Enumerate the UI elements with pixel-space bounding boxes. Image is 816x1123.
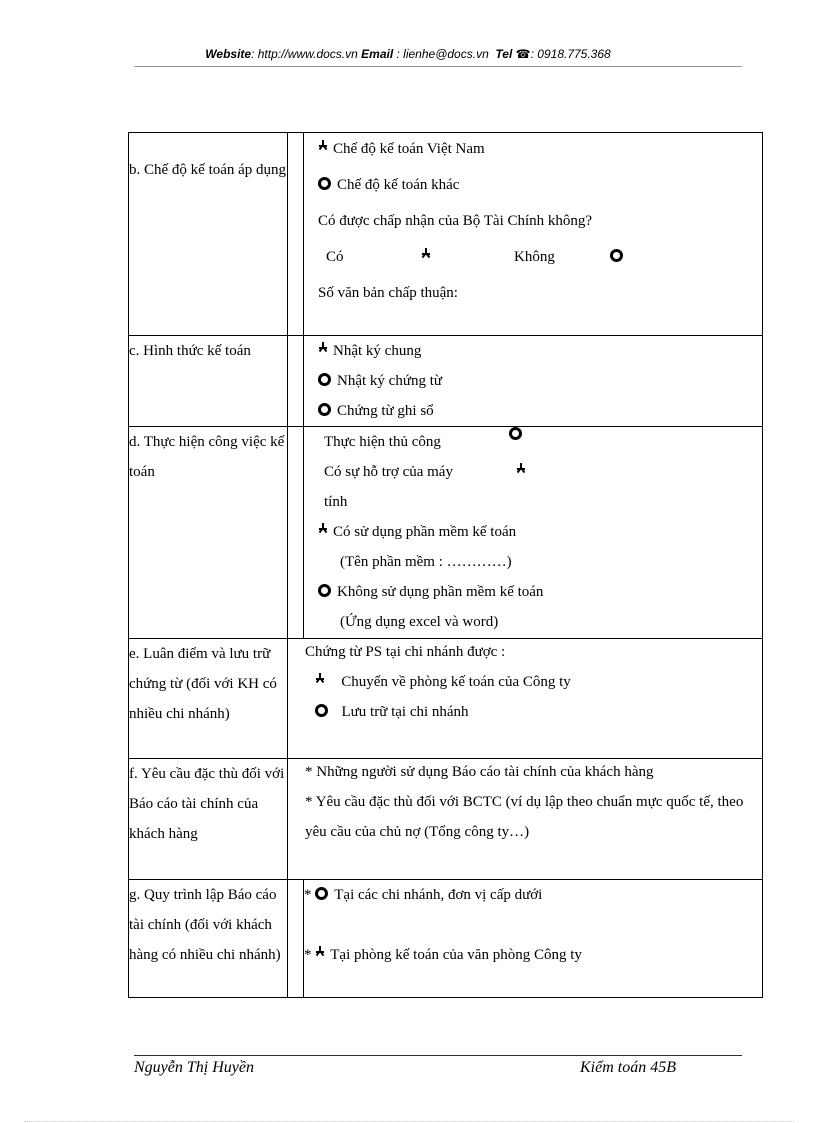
- option-computer-assisted[interactable]: Có sự hỗ trợ của máy: [304, 457, 762, 487]
- option-yes-label: Có: [326, 249, 344, 265]
- option-voucher-journal[interactable]: Nhật ký chứng từ: [304, 366, 762, 396]
- software-name: (Tên phần mềm : …………): [340, 554, 512, 571]
- option-other-standard[interactable]: Chế độ kế toán khác: [304, 170, 762, 200]
- radio-ring-icon: [509, 427, 522, 440]
- footer-divider: [134, 1055, 742, 1056]
- phone-icon: ☎: [515, 47, 531, 61]
- option-store-at-branch[interactable]: Lưu trữ tại chi nhánh: [305, 697, 755, 727]
- radio-ring-icon: [318, 403, 331, 416]
- option-vietnam-standard[interactable]: Chế độ kế toán Việt Nam: [304, 134, 762, 164]
- radio-ring-icon: [318, 177, 331, 190]
- table-row-c: [129, 336, 763, 427]
- email-value[interactable]: : lienhe@docs.vn: [393, 47, 489, 61]
- option-voucher-ledger[interactable]: Chứng từ ghi sổ: [304, 396, 762, 426]
- tel-value: : 0918.775.368: [530, 47, 611, 61]
- website-value[interactable]: : http://www.docs.vn: [251, 47, 358, 61]
- selected-marker-icon: [516, 457, 531, 487]
- row-c-label: c. Hình thức kế toán: [129, 336, 288, 427]
- table-row-b: [129, 133, 763, 336]
- row-g-content: [304, 879, 763, 997]
- selected-marker-icon: [318, 523, 328, 533]
- option-head-office[interactable]: * Tại phòng kế toán của văn phòng Công ty: [304, 946, 582, 963]
- row-b-label: b. Chế độ kế toán áp dụng: [129, 133, 288, 336]
- row-f-label: f. Yêu cầu đặc thù đối với Báo cáo tài chính của khách hàng: [129, 758, 288, 879]
- author-name: Nguyễn Thị Huyền: [134, 1059, 254, 1076]
- voucher-intro-text: Chứng từ PS tại chi nhánh được :: [305, 644, 506, 660]
- radio-ring-icon: [318, 584, 331, 597]
- radio-ring-icon: [315, 887, 328, 900]
- row-e-label: e. Luân điểm và lưu trữ chứng từ (đối với KH có nhiều chi nhánh): [129, 638, 288, 758]
- selected-marker-icon: [318, 342, 328, 352]
- selected-marker-icon: [315, 946, 325, 956]
- option-computer-assisted-cont: tính: [324, 494, 348, 511]
- row-f-text: [305, 757, 753, 847]
- spacer-cell: [288, 336, 304, 427]
- selected-marker-icon: [318, 140, 328, 150]
- email-label: Email: [361, 47, 394, 61]
- row-b-content: [304, 133, 763, 336]
- spacer-cell: [288, 133, 304, 336]
- row-e-text: [305, 637, 755, 727]
- spacer-cell: [288, 427, 304, 638]
- table-row-g: [129, 879, 763, 997]
- option-uses-software[interactable]: Có sử dụng phần mềm kế toán: [304, 517, 762, 547]
- header-divider: [134, 66, 742, 67]
- radio-ring-icon: [315, 704, 328, 717]
- class-name: Kiểm toán 45B: [580, 1059, 676, 1076]
- spacer-cell: [288, 879, 304, 997]
- row-d-label: d. Thực hiện công việc kế toán: [129, 427, 288, 638]
- option-branch-level[interactable]: * Tại các chi nhánh, đơn vị cấp dưới: [304, 886, 543, 903]
- approval-options: [304, 242, 762, 272]
- page-header: [0, 47, 816, 61]
- special-requirements: * Yêu cầu đặc thù đối với BCTC (ví dụ lập theo chuẩn mực quốc tế, theo yêu cầu của chủ nợ (Tổng công ty…): [305, 794, 744, 840]
- website-label: Website: [205, 47, 252, 61]
- row-c-content: [304, 336, 763, 427]
- radio-ring-icon: [318, 373, 331, 386]
- option-yes[interactable]: [421, 242, 436, 272]
- approval-document-number: Số văn bản chấp thuận:: [318, 285, 458, 301]
- question-ministry-approval: Có được chấp nhận của Bộ Tài Chính không?: [318, 213, 593, 229]
- table-row-d: [129, 427, 763, 638]
- accounting-info-table: [128, 132, 763, 998]
- selected-marker-icon: [421, 248, 431, 258]
- option-general-journal[interactable]: Nhật ký chung: [304, 336, 762, 366]
- option-manual[interactable]: Thực hiện thủ công: [304, 427, 762, 457]
- option-no-label: Không: [514, 249, 555, 265]
- users-of-financial-statements: * Những người sử dụng Báo cáo tài chính của khách hàng: [305, 764, 654, 780]
- row-g-label: g. Quy trình lập Báo cáo tài chính (đối với khách hàng có nhiều chi nhánh): [129, 879, 288, 997]
- bottom-border: [24, 1121, 794, 1122]
- tel-label: Tel: [495, 47, 513, 61]
- radio-ring-icon: [610, 249, 623, 262]
- option-no[interactable]: [610, 242, 629, 272]
- option-no-software[interactable]: Không sử dụng phần mềm kế toán: [304, 577, 762, 607]
- selected-marker-icon: [315, 673, 325, 683]
- software-note: (Ứng dụng excel và word): [340, 614, 499, 631]
- row-d-content: [304, 427, 763, 638]
- option-transfer-head-office[interactable]: Chuyển về phòng kế toán của Công ty: [305, 667, 755, 697]
